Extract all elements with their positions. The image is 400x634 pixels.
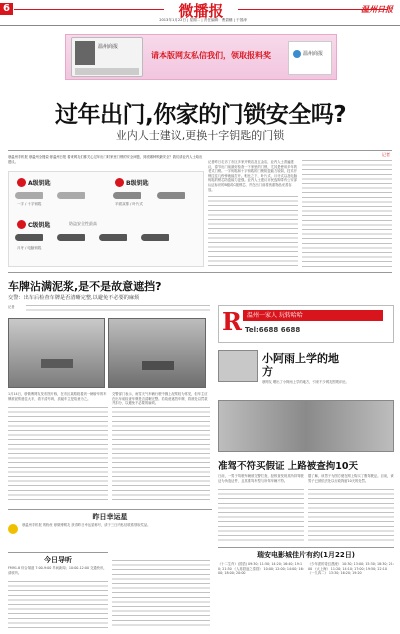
- grade-b-label: B级钥匙: [126, 180, 149, 187]
- weather-title-rule: [8, 509, 212, 510]
- lead-body-col1-lines: [208, 196, 298, 268]
- page-header: [0, 0, 400, 26]
- car-col1-lines: [8, 407, 108, 500]
- car-photo-1: [8, 318, 105, 388]
- ruibao-logo: R: [222, 307, 242, 336]
- ruibao-banner-text: 温州一家人 玩转哈哈: [247, 312, 303, 319]
- weather-icon: [8, 524, 18, 534]
- ad-headline: 请本版网友私信我们，领取报料奖: [151, 51, 271, 60]
- children-photo: [218, 350, 258, 382]
- children-photo-large: [218, 400, 394, 452]
- paper-logo: 温州日报: [361, 5, 393, 14]
- forecast-text: FM91.8 综合频道 7:00-9:00 早间新闻；10:00-12:00 交通快讯，请收听。: [8, 566, 107, 575]
- grade-c-label: C级钥匙: [28, 222, 51, 229]
- driving-title: 准驾不符买假证 上路被查拘10天: [218, 461, 359, 472]
- grade-a-badge: [17, 178, 26, 187]
- ruibao-box: [218, 305, 394, 343]
- lead-body-col1: 记者昨日走访了市区多家开锁店及五金店，业内人士普遍建议，春节出门前最好检查一下家里的门锁，尤其是使用多年的老式门锁。一字钥匙和十字钥匙的门锁防盗能力较弱，技术开锁往往几秒钟就能打开。相比之下，叶片式、月牙式以及电脑钥匙的锁芯防盗能力更强。业内人士建议市民选购带有公安部认证标识的B级或C级锁芯，并在出门前将贵重物品妥善存放。: [208, 160, 298, 192]
- cinema-title: 瑞安电影城佳片有约(1月22日): [256, 551, 355, 559]
- ad-banner: [65, 34, 337, 80]
- key-icon-a2: [57, 192, 85, 199]
- ad-qr-thumb: [75, 41, 95, 65]
- key-icon-a1: [15, 192, 43, 199]
- header-rule: [14, 9, 164, 10]
- children-text: @网友 晒出了小阿雨上学的地方，引来不少网友围观评论。: [262, 380, 349, 384]
- car-subtitle: 交警：出车后检查车牌是否清晰完整,以避免不必要的麻烦: [8, 295, 140, 301]
- car-intro-lines: [26, 305, 210, 314]
- car-photo-2: [108, 318, 206, 388]
- ad-qr-bar: [75, 68, 139, 75]
- driving-col1: 日前，一男子驾驶车辆被交警拦查，经核查发现其所持驾驶证为伪造证件，且其准驾车型与所驾车辆不符。: [218, 474, 304, 483]
- key-icon-b2: [157, 192, 185, 199]
- section-title: 微播报: [178, 2, 224, 20]
- lead-subtitle: 业内人士建议,更换十字钥匙的门锁: [115, 129, 285, 142]
- cinema-title-rule: [218, 547, 394, 548]
- car-col2: 交警部门表示，雨雪天气车辆行驶中溅上泥浆较为常见，但车主应在出车前检查车牌是否清晰完整。若故意遮挡车牌，将被处以罚款并扣分，以避免不必要的麻烦。: [112, 392, 208, 406]
- grade-b-badge: [115, 178, 124, 187]
- forecast-lines: [8, 581, 108, 629]
- ad-qr-card: [71, 37, 143, 77]
- driving-col2-lines: [308, 489, 394, 544]
- weather-text: @温州手机报 的粉丝 @微博网友 获得昨日幸运星称号，请于三日内私信联系领取奖品。: [22, 523, 151, 527]
- car-col2-lines: [112, 407, 210, 500]
- lead-title: 过年出门,你家的门锁安全吗?: [54, 102, 347, 128]
- grade-c-note: 月牙 / 电脑钥匙: [17, 246, 42, 250]
- section-divider-1: [8, 272, 392, 273]
- lock-diagram: [8, 171, 204, 267]
- cinema-col2: 《少年派的奇幻漂流》 10:30; 13:00; 15:30; 18:30; 21:00 《大上海》 11:20; 14:10; 17:00; 19:50; 22:10 《一九四二》 13:30; 16:20; 19:20: [308, 562, 394, 576]
- ad-brand-text: 温州商报: [303, 51, 324, 57]
- meta-line: 2013年1月22日 | 星期二 | 责任编辑：曹碧穗 | 于国涛: [159, 18, 247, 22]
- key-icon-c3: [99, 234, 127, 241]
- ad-brand-box: [288, 41, 332, 75]
- driving-col2: 据了解，该男子为图方便在网上购买了假驾驶证。目前，该男子已被依法处以行政拘留10天的处罚。: [308, 474, 394, 483]
- grade-a-note: 一字 / 十字钥匙: [17, 202, 42, 206]
- ad-brand-icon: [293, 50, 301, 58]
- forecast-title: 今日导听: [44, 556, 72, 564]
- grade-b-note: 平面双排 / 叶片式: [115, 202, 143, 206]
- key-icon-c1: [15, 234, 43, 241]
- lead-intro: @温州手机报 @温州全搜索 @温州日报 看来网友们都关心过年出门时家里门锁的安全问题，到底哪种锁最安全？我们请业内人士给出建议。: [8, 155, 203, 164]
- grade-a-label: A级钥匙: [28, 180, 51, 187]
- car-col1: 1月14日，@微博网友发布图片称，在市区某路段看到一辆轿车的车牌被泥浆遮住大半，看不清号码，质疑车主是故意为之。: [8, 392, 107, 401]
- header-bottom-rule: [0, 25, 400, 26]
- children-title: 小阿雨上学的地方: [262, 352, 339, 378]
- car-byline: 记者: [8, 305, 15, 309]
- lead-body-col2: [302, 160, 392, 268]
- car-plate-1: [41, 359, 73, 368]
- key-icon-c4: [141, 234, 169, 241]
- lead-divider: [8, 150, 392, 151]
- car-plate-2: [142, 361, 174, 370]
- grade-c-caption: 防盗安全性最高: [69, 221, 97, 226]
- forecast-title-rule: [8, 552, 108, 553]
- key-icon-c2: [57, 234, 85, 241]
- driving-col1-lines: [218, 489, 304, 544]
- weather-title: 昨日幸运星: [92, 513, 128, 521]
- lead-byline: 记者: [382, 152, 390, 157]
- page-number: 6: [3, 3, 10, 14]
- cinema-col1: 《十二生肖》(国语) 09:30; 11:50; 14:20; 16:40; 19:10; 21:30 《人再囧途之泰囧》 10:00; 12:00; 14:00; 16:00; 18:00; 20:00: [218, 562, 304, 576]
- ruibao-hotline: Tel:6688 6688: [245, 326, 301, 334]
- ad-qr-caption: 温州商报: [98, 44, 119, 50]
- grade-c-badge: [17, 220, 26, 229]
- car-title: 车牌沾满泥浆,是不是故意遮挡?: [8, 280, 162, 293]
- key-icon-b1: [113, 192, 141, 199]
- radio-listings: [112, 560, 210, 629]
